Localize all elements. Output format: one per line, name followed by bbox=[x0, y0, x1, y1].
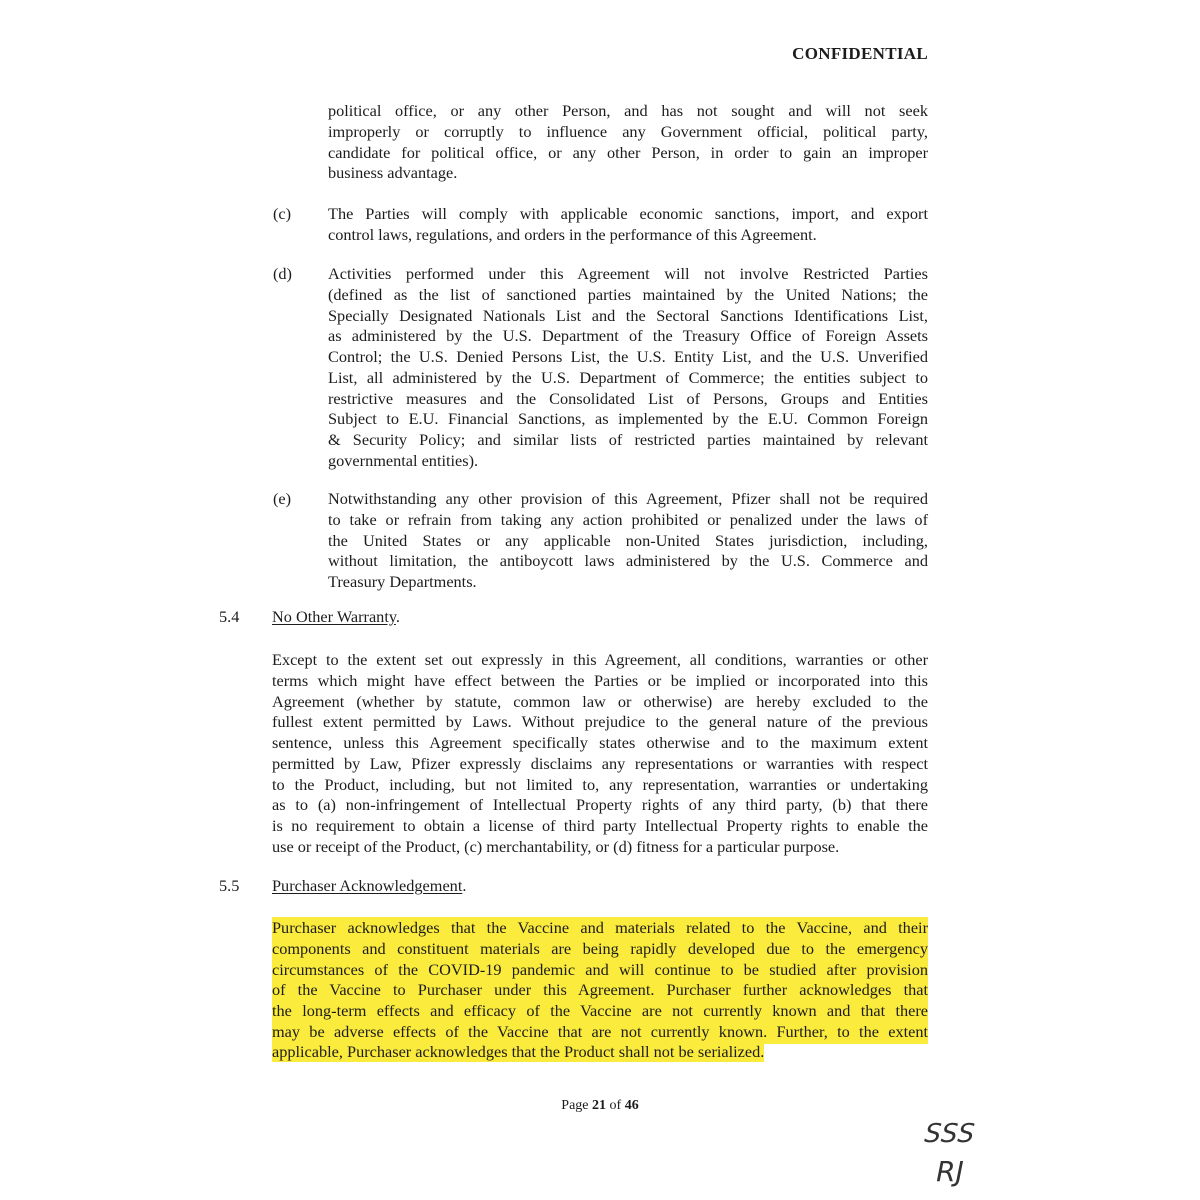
confidential-header: CONFIDENTIAL bbox=[792, 44, 928, 63]
page-prefix: Page bbox=[561, 1098, 593, 1113]
text-line bbox=[328, 409, 928, 430]
section-5-4-title-suffix: . bbox=[395, 607, 400, 626]
text-line-content: the United States or any applicable non-United States jurisdiction, including, bbox=[328, 530, 928, 550]
initials-line-1: SSS bbox=[923, 1119, 977, 1149]
text-line bbox=[272, 795, 928, 816]
text-line-content: use or receipt of the Product, (c) merchantability, or (d) fitness for a particular purpose. bbox=[272, 836, 840, 856]
text-line bbox=[272, 1042, 928, 1063]
section-5-5-heading bbox=[272, 876, 466, 897]
text-line bbox=[272, 733, 928, 754]
text-line bbox=[328, 572, 928, 593]
text-line bbox=[328, 430, 928, 451]
text-line bbox=[328, 163, 928, 184]
text-line-content: circumstances of the COVID-19 pandemic and will continue to be studied after provision bbox=[272, 959, 928, 982]
text-line-content: as to (a) non-infringement of Intellectual Property rights of any third party, (b) that there bbox=[272, 795, 928, 815]
text-line bbox=[328, 143, 928, 164]
text-line bbox=[272, 979, 928, 1000]
section-5-5-body-highlighted bbox=[272, 917, 928, 1062]
section-5-5-title: Purchaser Acknowledgement bbox=[272, 876, 463, 895]
text-line-content: candidate for political office, or any other Person, in order to gain an improper bbox=[328, 142, 928, 162]
text-line-content: to take or refrain from taking any action prohibited or penalized under the laws of bbox=[328, 509, 928, 529]
text-line-content: political office, or any other Person, and has not sought and will not seek bbox=[328, 101, 928, 120]
page-number bbox=[0, 1098, 1200, 1114]
text-line-content: to the Product, including, but not limited to, any representation, warranties or undertaking bbox=[272, 774, 928, 794]
handwritten-initials bbox=[905, 1118, 995, 1190]
text-line bbox=[328, 204, 928, 225]
text-line-content: Treasury Departments. bbox=[328, 572, 477, 591]
text-line bbox=[272, 959, 928, 980]
text-line bbox=[328, 347, 928, 368]
item-c-label: (c) bbox=[273, 204, 292, 223]
text-line bbox=[328, 306, 928, 327]
text-line-content: Activities performed under this Agreement will not involve Restricted Parties bbox=[328, 264, 928, 283]
text-line-content: control laws, regulations, and orders in the performance of this Agreement. bbox=[328, 224, 817, 244]
text-line-content: business advantage. bbox=[328, 163, 458, 183]
text-line-content: Subject to E.U. Financial Sanctions, as implemented by the E.U. Common Foreign bbox=[328, 409, 928, 429]
text-line bbox=[328, 225, 928, 246]
text-line-content: Except to the extent set out expressly in this Agreement, all conditions, warranties or other bbox=[272, 650, 928, 669]
text-line-content: the long-term effects and efficacy of the Vaccine are not currently known and that there bbox=[272, 1000, 928, 1023]
text-line-content: may be adverse effects of the Vaccine that are not currently known. Further, to the extent bbox=[272, 1021, 928, 1044]
text-line-content: restrictive measures and the Consolidated List of Persons, Groups and Entities bbox=[328, 388, 928, 408]
item-d-text bbox=[328, 264, 928, 472]
text-line bbox=[272, 1021, 928, 1042]
text-line bbox=[272, 712, 928, 733]
text-line-content: Agreement (whether by statute, common law or otherwise) are hereby excluded to the bbox=[272, 691, 928, 711]
text-line-content: List, all administered by the U.S. Department of Commerce; the entities subject to bbox=[328, 367, 928, 387]
text-line-content: components and constituent materials are being rapidly developed due to the emergency bbox=[272, 938, 928, 961]
section-5-4-body bbox=[272, 650, 928, 858]
text-line-content: (defined as the list of sanctioned parties maintained by the United Nations; the bbox=[328, 284, 928, 304]
item-e-text bbox=[328, 489, 928, 593]
text-line-content: applicable, Purchaser acknowledges that the Product shall not be serialized. bbox=[272, 1041, 765, 1061]
text-line bbox=[272, 754, 928, 775]
text-line bbox=[272, 671, 928, 692]
text-line bbox=[272, 650, 928, 671]
section-5-4-title: No Other Warranty bbox=[272, 607, 396, 626]
text-line-content: is no requirement to obtain a license of third party Intellectual Property rights to enable the bbox=[272, 816, 928, 835]
text-line-content: as administered by the U.S. Department of the Treasury Office of Foreign Assets bbox=[328, 326, 928, 346]
text-line-content: The Parties will comply with applicable economic sanctions, import, and export bbox=[328, 204, 928, 223]
text-line bbox=[328, 326, 928, 347]
text-line bbox=[328, 510, 928, 531]
text-line bbox=[328, 489, 928, 510]
text-line bbox=[272, 692, 928, 713]
text-line-content: sentence, unless this Agreement specifically states otherwise and to the maximum extent bbox=[272, 733, 928, 752]
text-line bbox=[272, 1000, 928, 1021]
text-line-content: without limitation, the antiboycott laws administered by the U.S. Commerce and bbox=[328, 551, 928, 571]
text-line bbox=[328, 122, 928, 143]
total-pages: 46 bbox=[624, 1098, 639, 1113]
text-line bbox=[328, 451, 928, 472]
current-page: 21 bbox=[592, 1098, 607, 1113]
text-line-content: & Security Policy; and similar lists of restricted parties maintained by relevant bbox=[328, 430, 928, 449]
text-line-content: Control; the U.S. Denied Persons List, the U.S. Entity List, and the U.S. Unverified bbox=[328, 347, 928, 366]
text-line bbox=[272, 837, 928, 858]
text-line-content: permitted by Law, Pfizer expressly disclaims any representations or warranties with respect bbox=[272, 753, 928, 773]
text-line bbox=[272, 917, 928, 938]
section-5-4-heading bbox=[272, 607, 400, 628]
text-line bbox=[272, 816, 928, 837]
paragraph-continuation bbox=[328, 101, 928, 184]
text-line bbox=[328, 389, 928, 410]
text-line-content: improperly or corruptly to influence any Government official, political party, bbox=[328, 121, 928, 141]
initials-line-2: RJ bbox=[936, 1155, 964, 1188]
text-line bbox=[328, 101, 928, 122]
text-line bbox=[272, 938, 928, 959]
text-line-content: Purchaser acknowledges that the Vaccine and materials related to the Vaccine, and their bbox=[272, 917, 928, 940]
text-line bbox=[328, 368, 928, 389]
text-line bbox=[328, 531, 928, 552]
section-5-4-number: 5.4 bbox=[219, 607, 240, 626]
text-line-content: of the Vaccine to Purchaser under this Agreement. Purchaser further acknowledges that bbox=[272, 979, 928, 1002]
text-line bbox=[272, 775, 928, 796]
text-line-content: governmental entities). bbox=[328, 450, 479, 470]
page-of: of bbox=[606, 1098, 625, 1113]
text-line-content: terms which might have effect between the Parties or be implied or incorporated into this bbox=[272, 670, 928, 690]
item-c-text bbox=[328, 204, 928, 246]
text-line-content: Notwithstanding any other provision of this Agreement, Pfizer shall not be required bbox=[328, 489, 928, 508]
text-line-content: Specially Designated Nationals List and the Sectoral Sanctions Identifications List, bbox=[328, 305, 928, 325]
section-5-5-number: 5.5 bbox=[219, 876, 240, 895]
text-line bbox=[328, 285, 928, 306]
text-line-content: fullest extent permitted by Laws. Without prejudice to the general nature of the previous bbox=[272, 712, 928, 732]
section-5-5-title-suffix: . bbox=[462, 876, 467, 895]
text-line bbox=[328, 551, 928, 572]
text-line bbox=[328, 264, 928, 285]
item-d-label: (d) bbox=[273, 264, 292, 283]
item-e-label: (e) bbox=[273, 489, 292, 508]
